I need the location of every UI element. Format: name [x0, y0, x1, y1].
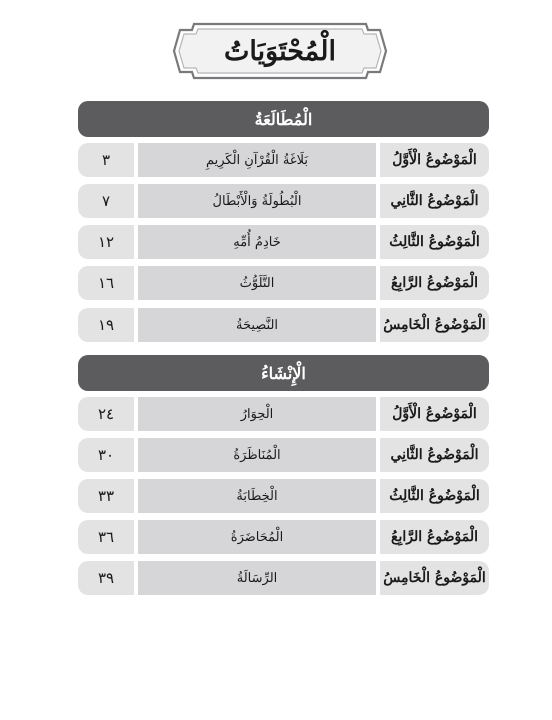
lesson-title: الْمُنَاظَرَةُ: [138, 438, 376, 472]
lesson-title: الْخِطَابَةُ: [138, 479, 376, 513]
toc-row[interactable]: [78, 225, 489, 259]
topic-label: الْمَوْضُوعُ الْخَامِسُ: [380, 308, 489, 342]
title-plaque: [172, 22, 388, 80]
toc-row[interactable]: [78, 520, 489, 554]
section-header-reading: الْمُطَالَعَةُ: [78, 101, 489, 137]
toc-row[interactable]: [78, 561, 489, 595]
topic-label: الْمَوْضُوعُ الرَّابِعُ: [380, 520, 489, 554]
section-header-composition: الْإِنْشَاءُ: [78, 355, 489, 391]
page-number: ١٦: [78, 266, 134, 300]
page-number: ٣٣: [78, 479, 134, 513]
page-number: ٢٤: [78, 397, 134, 431]
topic-label: الْمَوْضُوعُ الْأَوَّلُ: [380, 397, 489, 431]
toc-row[interactable]: [78, 143, 489, 177]
lesson-title: الرِّسَالَةُ: [138, 561, 376, 595]
page-number: ٧: [78, 184, 134, 218]
page-title: الْمُحْتَوَيَاتُ: [223, 35, 337, 67]
lesson-title: خَادِمُ أُمِّهِ: [138, 225, 376, 259]
topic-label: الْمَوْضُوعُ الثَّالِثُ: [380, 479, 489, 513]
page-number: ١٢: [78, 225, 134, 259]
topic-label: الْمَوْضُوعُ الثَّانِي: [380, 438, 489, 472]
lesson-title: الْبُطُولَةُ وَالْأَبْطَالُ: [138, 184, 376, 218]
toc-row[interactable]: [78, 438, 489, 472]
lesson-title: الْحِوَارُ: [138, 397, 376, 431]
topic-label: الْمَوْضُوعُ الثَّالِثُ: [380, 225, 489, 259]
topic-label: الْمَوْضُوعُ الرَّابِعُ: [380, 266, 489, 300]
toc-row[interactable]: [78, 266, 489, 300]
lesson-title: التَّلَوُّثُ: [138, 266, 376, 300]
topic-label: الْمَوْضُوعُ الْأَوَّلُ: [380, 143, 489, 177]
lesson-title: الْمُحَاضَرَةُ: [138, 520, 376, 554]
toc-row[interactable]: [78, 479, 489, 513]
page-number: ٣: [78, 143, 134, 177]
page-number: ٣٩: [78, 561, 134, 595]
topic-label: الْمَوْضُوعُ الْخَامِسُ: [380, 561, 489, 595]
page-number: ٣٦: [78, 520, 134, 554]
toc-row[interactable]: [78, 308, 489, 342]
page-number: ١٩: [78, 308, 134, 342]
toc-row[interactable]: [78, 184, 489, 218]
topic-label: الْمَوْضُوعُ الثَّانِي: [380, 184, 489, 218]
page-number: ٣٠: [78, 438, 134, 472]
lesson-title: النَّصِيحَةُ: [138, 308, 376, 342]
lesson-title: بَلَاغَةُ الْقُرْآنِ الْكَرِيمِ: [138, 143, 376, 177]
toc-row[interactable]: [78, 397, 489, 431]
